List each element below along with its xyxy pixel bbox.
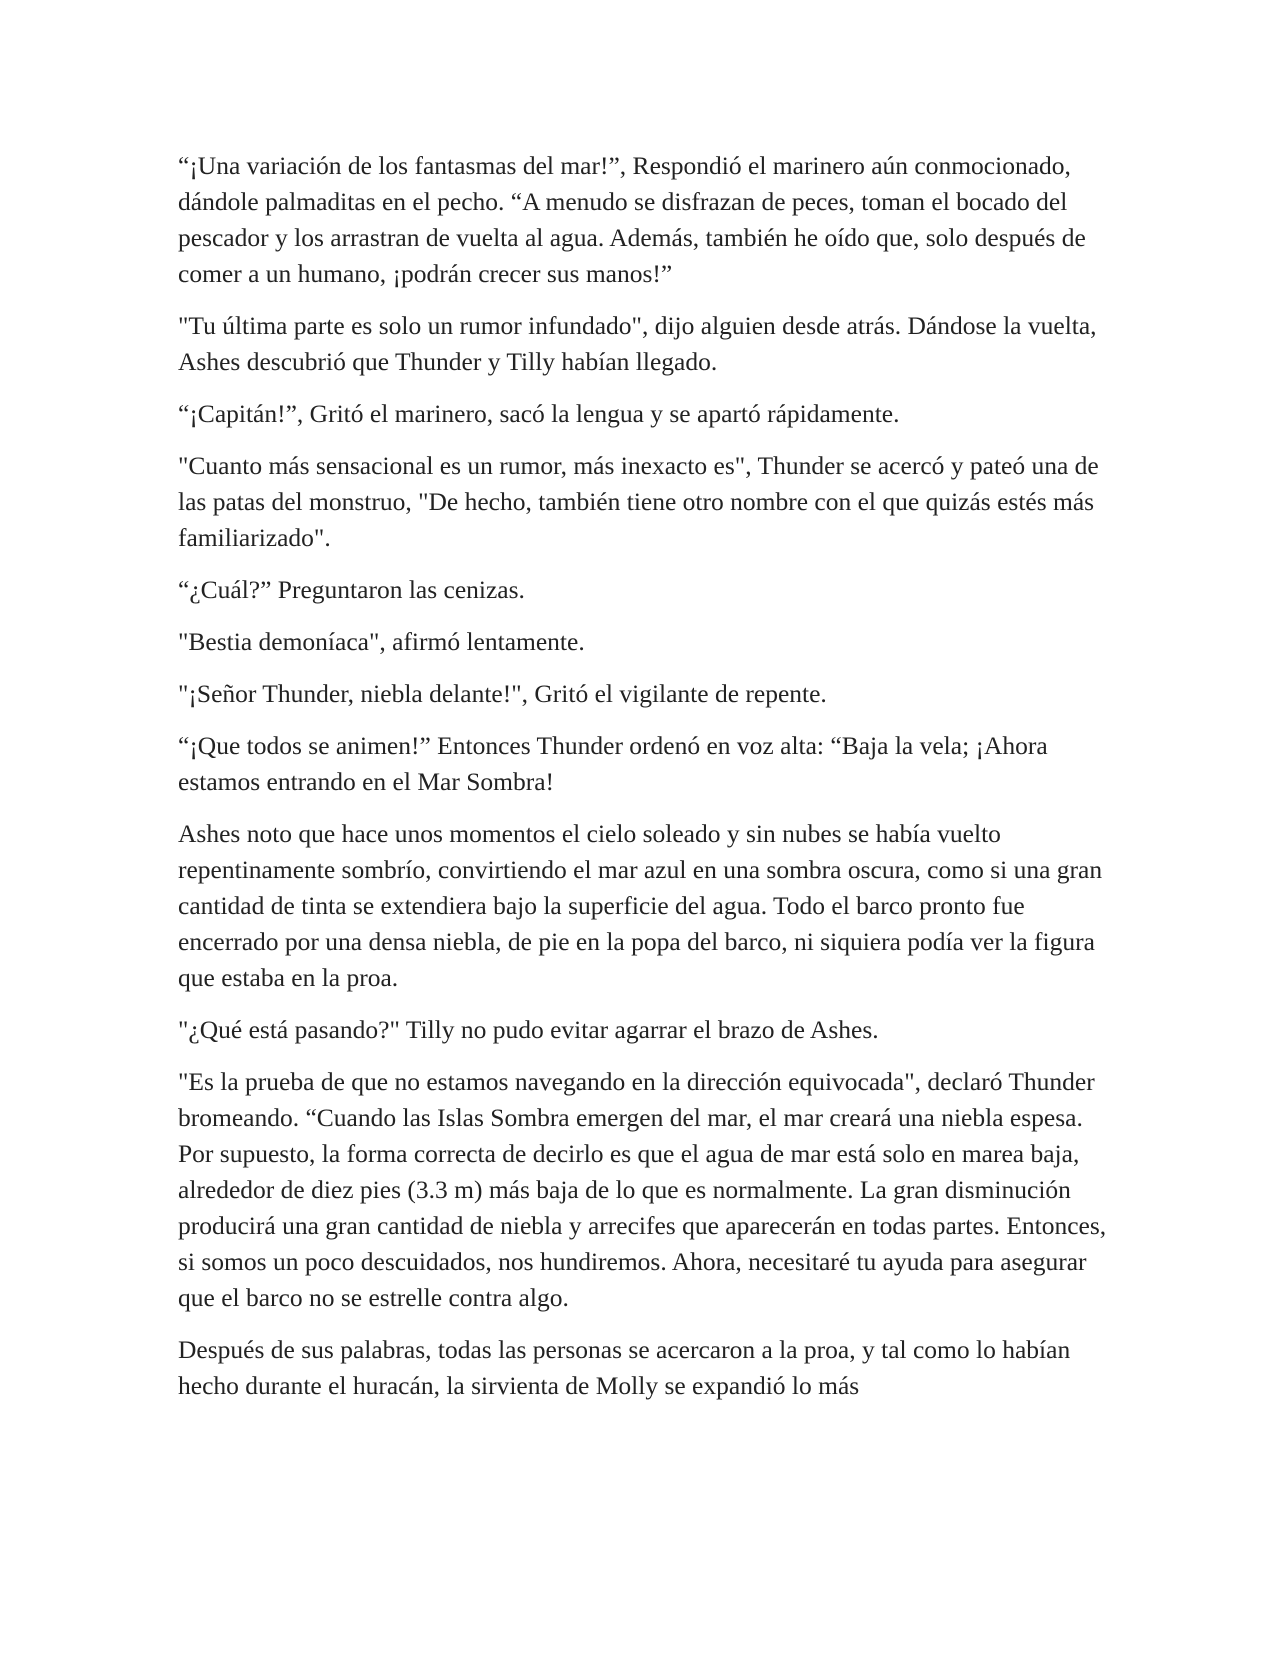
paragraph: "Tu última parte es solo un rumor infundado", dijo alguien desde atrás. Dándose la vuelta, Ashes descubrió que Thunder y Tilly habían llegado. <box>178 311 1097 376</box>
paragraph: Ashes noto que hace unos momentos el cielo soleado y sin nubes se había vuelto repentinamente sombrío, convirtiendo el mar azul en una sombra oscura, como si una gran cantidad de tinta se extendiera bajo la superficie del agua. Todo el barco pronto fue encerrado por una densa niebla, de pie en la popa del barco, ni siquiera podía ver la figura que estaba en la proa. <box>178 819 1103 992</box>
paragraph: "Bestia demoníaca", afirmó lentamente. <box>178 627 585 656</box>
paragraph: Después de sus palabras, todas las personas se acercaron a la proa, y tal como lo habían hecho durante el huracán, la sirvienta de Molly se expandió lo más <box>178 1335 1071 1400</box>
paragraph: “¡Que todos se animen!” Entonces Thunder ordenó en voz alta: “Baja la vela; ¡Ahora estamos entrando en el Mar Sombra! <box>178 731 1048 796</box>
paragraph: "¿Qué está pasando?" Tilly no pudo evitar agarrar el brazo de Ashes. <box>178 1015 879 1044</box>
document-text-body <box>178 148 1112 1420</box>
paragraph: "Es la prueba de que no estamos navegando en la dirección equivocada", declaró Thunder bromeando. “Cuando las Islas Sombra emergen del mar, el mar creará una niebla espesa. Por supuesto, la forma correcta de decirlo es que el agua de mar está solo en marea baja, alrededor de diez pies (3.3 m) más baja de lo que es normalmente. La gran disminución producirá una gran cantidad de niebla y arrecifes que aparecerán en todas partes. Entonces, si somos un poco descuidados, nos hundiremos. Ahora, necesitaré tu ayuda para asegurar que el barco no se estrelle contra algo. <box>178 1067 1107 1312</box>
paragraph: “¡Capitán!”, Gritó el marinero, sacó la lengua y se apartó rápidamente. <box>178 399 900 428</box>
paragraph: “¡Una variación de los fantasmas del mar!”, Respondió el marinero aún conmocionado, dándole palmaditas en el pecho. “A menudo se disfrazan de peces, toman el bocado del pescador y los arrastran de vuelta al agua. Además, también he oído que, solo después de comer a un humano, ¡podrán crecer sus manos!” <box>178 151 1086 288</box>
paragraph: "Cuanto más sensacional es un rumor, más inexacto es", Thunder se acercó y pateó una de las patas del monstruo, "De hecho, también tiene otro nombre con el que quizás estés más familiarizado". <box>178 451 1099 552</box>
paragraph: "¡Señor Thunder, niebla delante!", Gritó el vigilante de repente. <box>178 679 827 708</box>
paragraph: “¿Cuál?” Preguntaron las cenizas. <box>178 575 525 604</box>
